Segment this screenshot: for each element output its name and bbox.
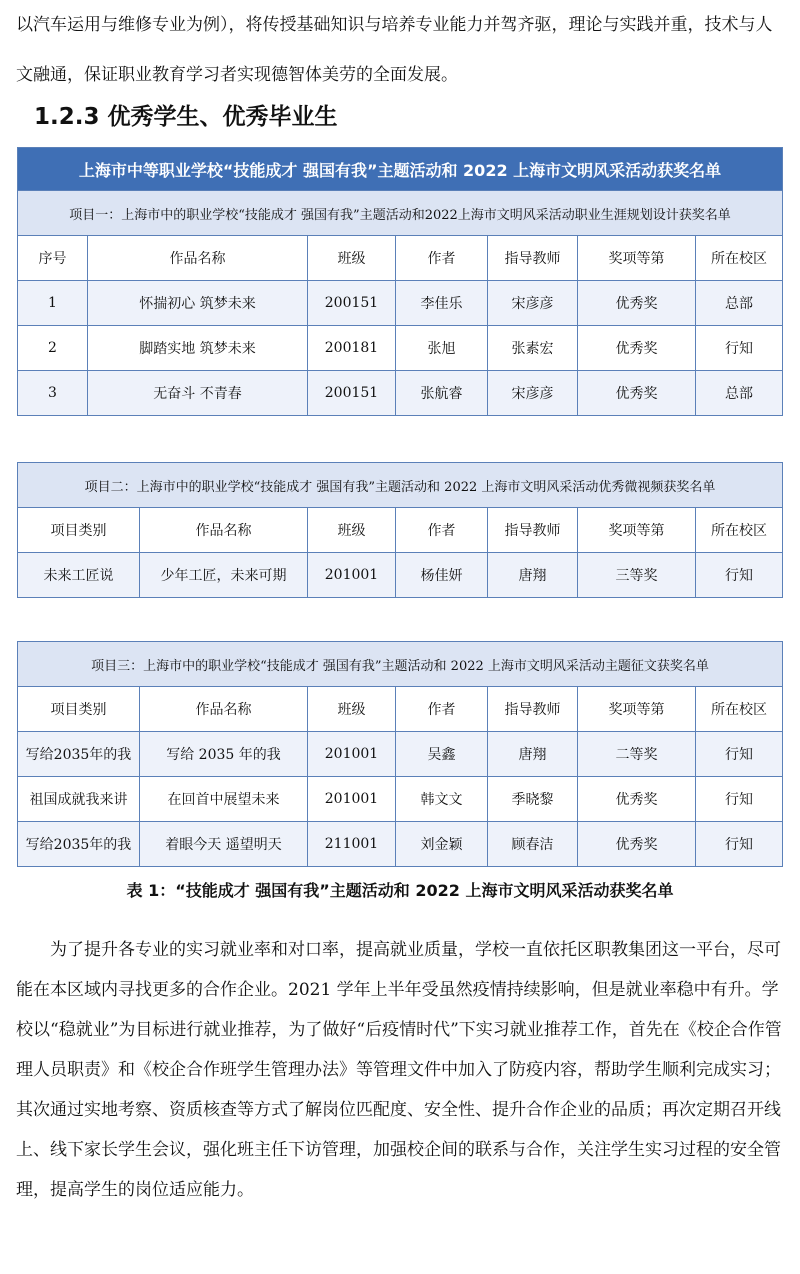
table-cell: 在回首中展望未来 <box>140 777 308 822</box>
header-cell: 序号 <box>18 236 88 281</box>
table-row <box>18 371 783 416</box>
table-cell: 杨佳妍 <box>396 553 488 598</box>
table-cell: 优秀奖 <box>578 326 696 371</box>
table-cell: 总部 <box>696 281 783 326</box>
table-main-title: 上海市中等职业学校“技能成才 强国有我”主题活动和 2022 上海市文明风采活动获奖名单 <box>18 148 783 191</box>
table-cell: 少年工匠，未来可期 <box>140 553 308 598</box>
table-cell: 宋彦彦 <box>488 371 578 416</box>
table-row <box>18 732 783 777</box>
table-cell: 写给2035年的我 <box>18 732 140 777</box>
table-cell: 3 <box>18 371 88 416</box>
table-cell: 行知 <box>696 553 783 598</box>
header-cell: 作者 <box>396 508 488 553</box>
table-cell: 未来工匠说 <box>18 553 140 598</box>
table-cell: 行知 <box>696 822 783 867</box>
table-cell: 无奋斗 不青春 <box>88 371 308 416</box>
award-table-project-2 <box>17 462 783 598</box>
table-cell: 祖国成就我来讲 <box>18 777 140 822</box>
table-cell: 211001 <box>308 822 396 867</box>
body-paragraph: 为了提升各专业的实习就业率和对口率，提高就业质量，学校一直依托区职教集团这一平台，尽可能在本区域内寻找更多的合作企业。2021 学年上半年受虽然疫情持续影响，但是就业率稳中有升。学校以“稳就业”为目标进行就业推荐，为了做好“后疫情时代”下实习就业推荐工作，首先在《校企合作管理人员职责》和《校企合作班学生管理办法》等管理文件中加入了防疫内容，帮助学生顺利完成实习；其次通过实地考察、资质核查等方式了解岗位匹配度、安全性、提升合作企业的品质；再次定期召开线上、线下家长学生会议，强化班主任下访管理，加强校企间的联系与合作，关注学生实习过程的安全管理，提高学生的岗位适应能力。 <box>16 940 782 1200</box>
header-cell: 项目类别 <box>18 687 140 732</box>
header-cell: 作者 <box>396 687 488 732</box>
intro-paragraph: 以汽车运用与维修专业为例），将传授基础知识与培养专业能力并驾齐驱，理论与实践并重，技术与人文融通，保证职业教育学习者实现德智体美劳的全面发展。 <box>16 15 773 85</box>
table-cell: 优秀奖 <box>578 822 696 867</box>
table-sub-title: 项目三：上海市中的职业学校“技能成才 强国有我”主题活动和 2022 上海市文明风采活动主题征文获奖名单 <box>18 642 783 687</box>
table-cell: 脚踏实地 筑梦未来 <box>88 326 308 371</box>
table-row <box>18 822 783 867</box>
header-cell: 指导教师 <box>488 236 578 281</box>
award-table-project-1 <box>17 147 783 416</box>
table-cell: 唐翔 <box>488 732 578 777</box>
table-header-row <box>18 687 783 732</box>
table-row <box>18 281 783 326</box>
table-row <box>18 777 783 822</box>
table-cell: 二等奖 <box>578 732 696 777</box>
header-cell: 作品名称 <box>88 236 308 281</box>
table-cell: 着眼今天 遥望明天 <box>140 822 308 867</box>
table-cell: 刘金颖 <box>396 822 488 867</box>
award-table-project-3 <box>17 641 783 867</box>
table-cell: 200151 <box>308 371 396 416</box>
table-cell: 张旭 <box>396 326 488 371</box>
table-row <box>18 553 783 598</box>
table-cell: 写给2035年的我 <box>18 822 140 867</box>
table-cell: 吴鑫 <box>396 732 488 777</box>
table-sub-title: 项目二：上海市中的职业学校“技能成才 强国有我”主题活动和 2022 上海市文明风采活动优秀微视频获奖名单 <box>18 463 783 508</box>
table-header-row <box>18 508 783 553</box>
header-cell: 所在校区 <box>696 236 783 281</box>
table-cell: 总部 <box>696 371 783 416</box>
table-caption: 表 1：“技能成才 强国有我”主题活动和 2022 上海市文明风采活动获奖名单 <box>126 881 674 900</box>
header-cell: 班级 <box>308 687 396 732</box>
header-cell: 作者 <box>396 236 488 281</box>
table-cell: 行知 <box>696 326 783 371</box>
table-cell: 2 <box>18 326 88 371</box>
table-cell: 张航睿 <box>396 371 488 416</box>
header-cell: 奖项等第 <box>578 236 696 281</box>
table-cell: 李佳乐 <box>396 281 488 326</box>
header-cell: 班级 <box>308 236 396 281</box>
table-cell: 优秀奖 <box>578 281 696 326</box>
header-cell: 班级 <box>308 508 396 553</box>
table-cell: 优秀奖 <box>578 777 696 822</box>
table-header-row <box>18 236 783 281</box>
table-cell: 行知 <box>696 732 783 777</box>
table-sub-title: 项目一：上海市中的职业学校“技能成才 强国有我”主题活动和2022上海市文明风采活动职业生涯规划设计获奖名单 <box>18 191 783 236</box>
table-cell: 宋彦彦 <box>488 281 578 326</box>
table-cell: 季晓黎 <box>488 777 578 822</box>
header-cell: 所在校区 <box>696 687 783 732</box>
table-cell: 顾春洁 <box>488 822 578 867</box>
header-cell: 指导教师 <box>488 508 578 553</box>
section-heading: 1.2.3 优秀学生、优秀毕业生 <box>34 104 338 130</box>
header-cell: 指导教师 <box>488 687 578 732</box>
table-cell: 201001 <box>308 553 396 598</box>
table-cell: 三等奖 <box>578 553 696 598</box>
table-cell: 张素宏 <box>488 326 578 371</box>
table-cell: 200181 <box>308 326 396 371</box>
table-cell: 200151 <box>308 281 396 326</box>
header-cell: 作品名称 <box>140 687 308 732</box>
table-cell: 韩文文 <box>396 777 488 822</box>
table-cell: 1 <box>18 281 88 326</box>
header-cell: 项目类别 <box>18 508 140 553</box>
table-row <box>18 326 783 371</box>
table-cell: 唐翔 <box>488 553 578 598</box>
table-cell: 201001 <box>308 777 396 822</box>
table-cell: 行知 <box>696 777 783 822</box>
table-cell: 写给 2035 年的我 <box>140 732 308 777</box>
table-cell: 201001 <box>308 732 396 777</box>
header-cell: 奖项等第 <box>578 508 696 553</box>
header-cell: 作品名称 <box>140 508 308 553</box>
table-cell: 怀揣初心 筑梦未来 <box>88 281 308 326</box>
header-cell: 所在校区 <box>696 508 783 553</box>
header-cell: 奖项等第 <box>578 687 696 732</box>
table-cell: 优秀奖 <box>578 371 696 416</box>
